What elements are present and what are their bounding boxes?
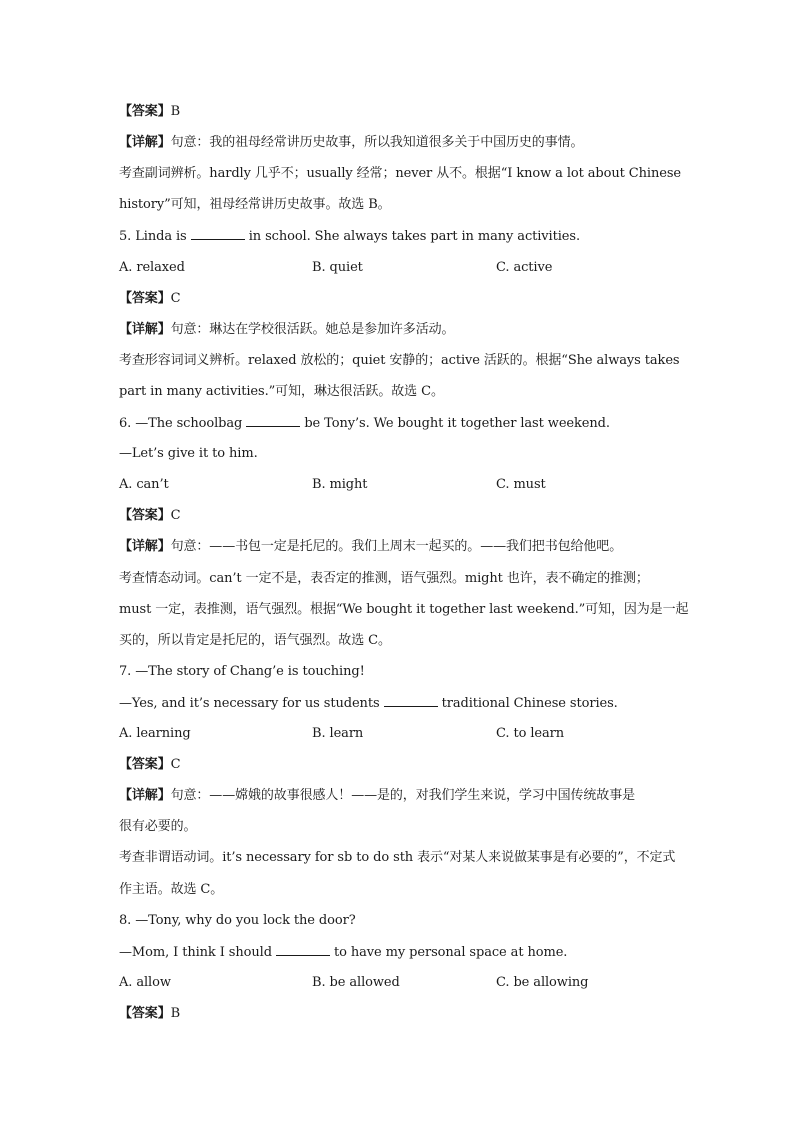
answer-value: C	[170, 290, 181, 306]
option-c: C. to learn	[496, 726, 565, 741]
answer-label: 【答案】	[119, 508, 171, 524]
option-a: A. learning	[119, 726, 191, 741]
text-line	[119, 849, 699, 867]
question-text: traditional Chinese stories.	[437, 695, 618, 711]
text-line	[119, 570, 699, 588]
answer-label: 【答案】	[119, 757, 171, 773]
answer-value: B	[170, 1005, 181, 1021]
question-text: to have my personal space at home.	[329, 944, 568, 960]
option-c: C. be allowing	[496, 974, 589, 990]
paragraph-text: —Let’s give it to him.	[119, 446, 258, 462]
option-a: A. can’t	[119, 477, 169, 493]
answer-blank	[191, 227, 245, 240]
text-line	[119, 632, 699, 650]
answer-label: 【答案】	[119, 290, 171, 306]
detail-text: 句意：——书包一定是托尼的。我们上周末一起买的。——我们把书包给他吧。	[170, 539, 623, 555]
answer-value: B	[170, 104, 181, 119]
paragraph-text: history”可知，祖母经常讲历史故事。故选 B。	[119, 197, 391, 213]
question-line	[119, 694, 699, 713]
option-b: B. be allowed	[312, 974, 400, 990]
question-text: —Mom, I think I should	[119, 944, 276, 960]
detail-text: 句意：琳达在学校很活跃。她总是参加许多活动。	[170, 321, 455, 337]
answer-line	[119, 507, 699, 525]
option-a: A. relaxed	[119, 259, 185, 275]
option-b: B. learn	[312, 726, 364, 741]
question-text: 5. Linda is	[119, 229, 191, 245]
question-text: be Tony’s. We bought it together last weekend.	[300, 416, 610, 431]
question-text: —Yes, and it’s necessary for us students	[119, 695, 384, 711]
answer-line	[119, 1005, 699, 1023]
answer-blank	[276, 943, 330, 956]
paragraph-text: 考查副词辨析。hardly 几乎不；usually 经常；never 从不。根据“I know a lot about Chinese	[119, 166, 682, 182]
question-line	[119, 414, 699, 433]
detail-label: 【详解】	[119, 788, 171, 804]
text-line	[119, 165, 699, 183]
text-line	[119, 196, 699, 214]
text-line	[119, 818, 699, 836]
text-line	[119, 663, 699, 681]
option-a: A. allow	[119, 974, 171, 990]
question-text: 6. —The schoolbag	[119, 416, 247, 431]
text-line	[119, 445, 699, 463]
text-line	[119, 881, 699, 899]
detail-line	[119, 787, 699, 805]
paragraph-text: must 一定，表推测，语气强烈。根据“We bought it together last weekend.”可知，因为是一起	[119, 601, 689, 617]
answer-value: C	[170, 757, 181, 773]
detail-label: 【详解】	[119, 321, 171, 337]
text-line	[119, 383, 699, 401]
paragraph-text: 买的，所以肯定是托尼的，语气强烈。故选 C。	[119, 632, 391, 648]
option-c: C. must	[496, 477, 546, 493]
paragraph-text: 很有必要的。	[119, 819, 197, 835]
paragraph-text: 8. —Tony, why do you lock the door?	[119, 912, 356, 928]
detail-line	[119, 538, 699, 556]
answer-line	[119, 290, 699, 308]
detail-label: 【详解】	[119, 539, 171, 555]
text-line	[119, 912, 699, 930]
text-line	[119, 352, 699, 370]
paragraph-text: 7. —The story of Chang’e is touching!	[119, 663, 365, 679]
paragraph-text: 考查情态动词。can’t 一定不是，表否定的推测，语气强烈。might 也许，表不确定的推测；	[119, 570, 649, 586]
answer-line	[119, 103, 699, 121]
detail-line	[119, 321, 699, 339]
paragraph-text: part in many activities.”可知，琳达很活跃。故选 C。	[119, 383, 444, 399]
option-b: B. might	[312, 477, 368, 493]
question-line	[119, 227, 699, 246]
answer-blank	[384, 694, 438, 707]
question-line	[119, 943, 699, 962]
option-b: B. quiet	[312, 259, 363, 275]
answer-label: 【答案】	[119, 104, 171, 119]
option-c: C. active	[496, 259, 553, 275]
detail-text: 句意：我的祖母经常讲历史故事，所以我知道很多关于中国历史的事情。	[170, 135, 584, 151]
paragraph-text: 作主语。故选 C。	[119, 881, 224, 897]
question-text: in school. She always takes part in many activities.	[244, 229, 580, 245]
answer-blank	[246, 414, 300, 427]
detail-line	[119, 134, 699, 152]
answer-line	[119, 756, 699, 774]
paragraph-text: 考查非谓语动词。it’s necessary for sb to do sth 表示“对某人来说做某事是有必要的”，不定式	[119, 850, 676, 866]
answer-value: C	[170, 508, 181, 524]
detail-label: 【详解】	[119, 135, 171, 151]
detail-text: 句意：——嫦娥的故事很感人！——是的，对我们学生来说，学习中国传统故事是	[170, 788, 636, 804]
answer-label: 【答案】	[119, 1005, 171, 1021]
text-line	[119, 601, 699, 619]
paragraph-text: 考查形容词词义辨析。relaxed 放松的；quiet 安静的；active 活跃的。根据“She always takes	[119, 352, 680, 368]
